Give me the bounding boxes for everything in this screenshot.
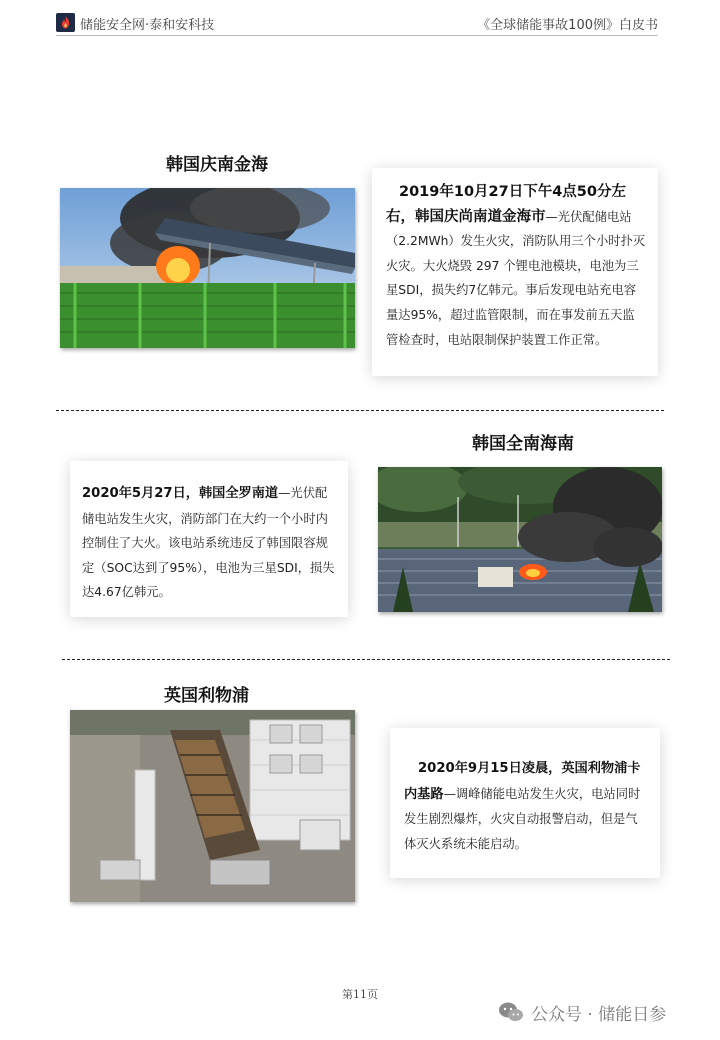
incident-body-haenam: —光伏配储电站发生火灾，消防部门在大约一个小时内控制住了大火。该电站系统违反了韩国限容规定（SOC达到了95%），电池为三星SDI，损失达4.67亿韩元。 bbox=[82, 486, 335, 600]
wechat-icon bbox=[498, 1001, 524, 1023]
incident-lead-gimhae: 2019年10月27日下午4点50分左右，韩国庆尚南道金海市 bbox=[386, 184, 626, 225]
photo-liverpool-site bbox=[70, 710, 355, 902]
incident-card-gimhae bbox=[372, 168, 658, 376]
incident-text-liverpool bbox=[390, 728, 660, 856]
section-divider bbox=[56, 410, 664, 411]
incident-lead-haenam: 2020年5月27日，韩国全罗南道 bbox=[82, 486, 279, 501]
section-divider bbox=[62, 659, 670, 660]
incident-lead-liverpool: 2020年9月15日凌晨，英国利物浦卡内基路 bbox=[404, 761, 641, 802]
section-title-haenam: 韩国全南海南 bbox=[472, 434, 574, 454]
incident-text-gimhae bbox=[372, 168, 658, 352]
photo-gimhae-fire bbox=[60, 188, 355, 348]
page-header bbox=[56, 10, 658, 36]
brand-name: 储能安全网·泰和安科技 bbox=[80, 18, 215, 33]
incident-card-liverpool bbox=[390, 728, 660, 878]
watermark-text: 公众号 · 储能日参 bbox=[531, 1004, 667, 1025]
photo-haenam-fire bbox=[378, 467, 662, 612]
incident-card-haenam bbox=[70, 461, 348, 617]
section-title-liverpool: 英国利物浦 bbox=[164, 686, 249, 706]
incident-text-haenam bbox=[70, 461, 348, 605]
incident-body-gimhae: —光伏配储电站（2.2MWh）发生火灾，消防队用三个小时扑灭火灾。大火烧毁 297 个锂电池模块，电池为三星SDI，损失约7亿韩元。事后发现电站充电容量达95%，超过监管限制，而在事发前五天监管检查时，电站限制保护装置工作正常。 bbox=[386, 209, 646, 347]
incident-body-liverpool: —调峰储能电站发生火灾，电站同时发生剧烈爆炸，火灾自动报警启动，但是气体灭火系统未能启动。 bbox=[404, 786, 641, 851]
document-title: 《全球储能事故100例》白皮书 bbox=[477, 18, 658, 33]
wechat-watermark bbox=[498, 998, 666, 1026]
flame-logo-icon bbox=[56, 13, 75, 32]
page-number: 第11页 bbox=[342, 988, 378, 1001]
section-title-gimhae: 韩国庆南金海 bbox=[166, 155, 268, 175]
